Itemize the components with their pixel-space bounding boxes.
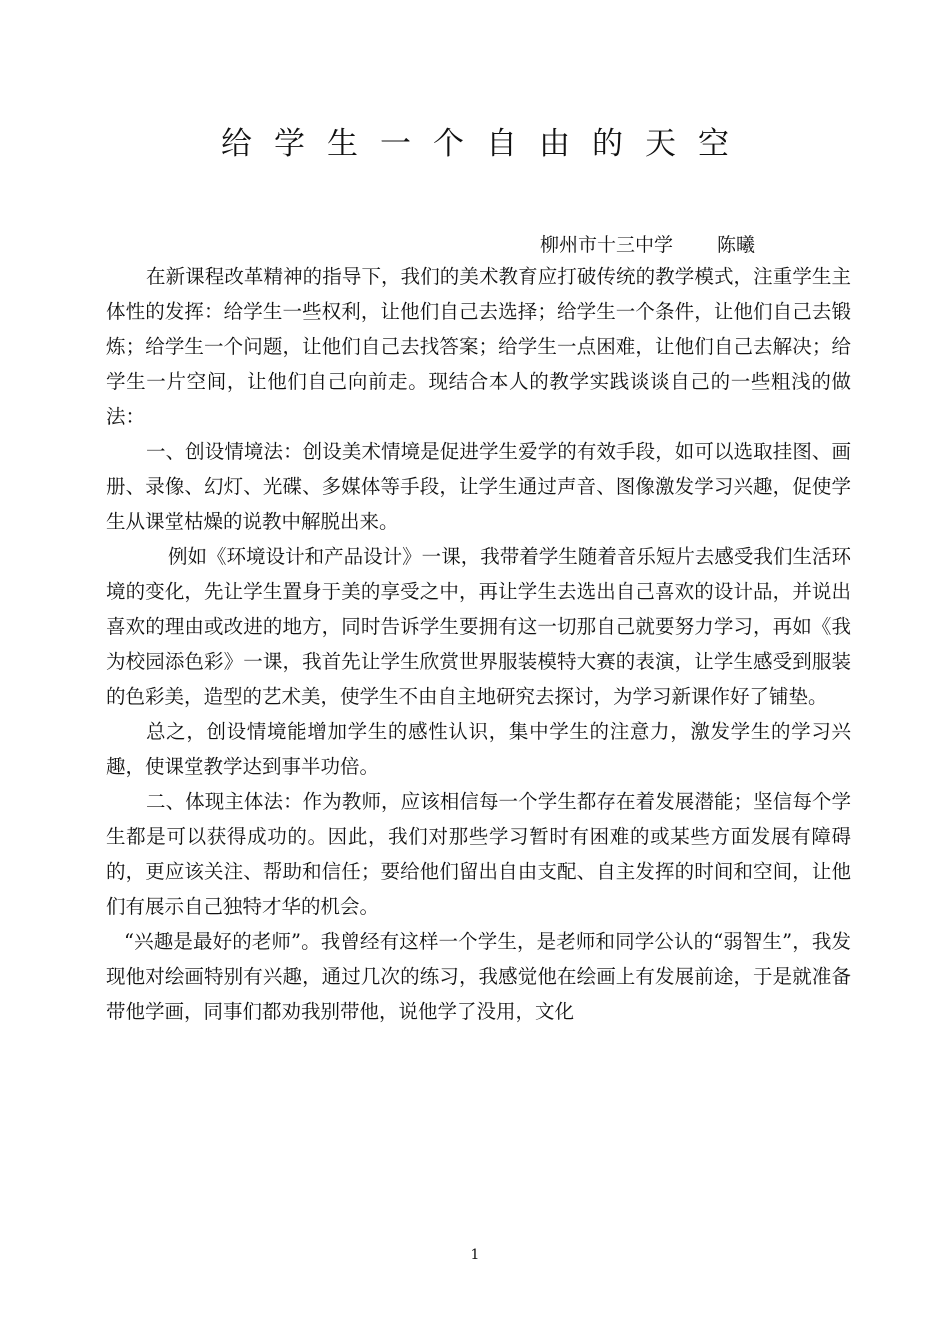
paragraph: 二、体现主体法：作为教师，应该相信每一个学生都存在着发展潜能；坚信每个学生都是可以获得成功的。因此，我们对那些学习暂时有困难的或某些方面发展有障碍的，更应该关注、帮助和信任；要给他们留出自由支配、自主发挥的时间和空间，让他们有展示自己独特才华的机会。 [106, 790, 851, 918]
document-body [106, 259, 851, 1029]
paragraph: 在新课程改革精神的指导下，我们的美术教育应打破传统的教学模式，注重学生主体性的发挥：给学生一些权利，让他们自己去选择；给学生一个条件，让他们自己去锻炼；给学生一个问题，让他们自己去找答案；给学生一点困难，让他们自己去解决；给学生一片空间，让他们自己向前走。现结合本人的教学实践谈谈自己的一些粗浅的做法： [106, 265, 851, 428]
paragraph: 一、创设情境法：创设美术情境是促进学生爱学的有效手段，如可以选取挂图、画册、录像、幻灯、光碟、多媒体等手段，让学生通过声音、图像激发学习兴趣，促使学生从课堂枯燥的说教中解脱出来。 [106, 440, 851, 533]
paragraph: 总之，创设情境能增加学生的感性认识，集中学生的注意力，激发学生的学习兴趣，使课堂教学达到事半功倍。 [106, 720, 851, 778]
paragraph: 例如《环境设计和产品设计》一课，我带着学生随着音乐短片去感受我们生活环境的变化，先让学生置身于美的享受之中，再让学生去选出自己喜欢的设计品，并说出喜欢的理由或改进的地方，同时告诉学生要拥有这一切那自己就要努力学习，再如《我为校园添色彩》一课，我首先让学生欣赏世界服装模特大赛的表演，让学生感受到服装的色彩美，造型的艺术美，使学生不由自主地研究去探讨，为学习新课作好了铺垫。 [106, 545, 851, 708]
paragraph: “兴趣是最好的老师”。我曾经有这样一个学生，是老师和同学公认的“弱智生”，我发现他对绘画特别有兴趣，通过几次的练习，我感觉他在绘画上有发展前途，于是就准备带他学画，同事们都劝我别带他，说他学了没用，文化 [106, 930, 851, 1023]
document-title: 给学生一个自由的天空 [221, 126, 751, 162]
school-name: 柳州市十三中学 [540, 234, 674, 256]
page-number: 1 [470, 1247, 480, 1263]
author-name: 陈曦 [717, 234, 756, 256]
author-byline [540, 230, 755, 260]
